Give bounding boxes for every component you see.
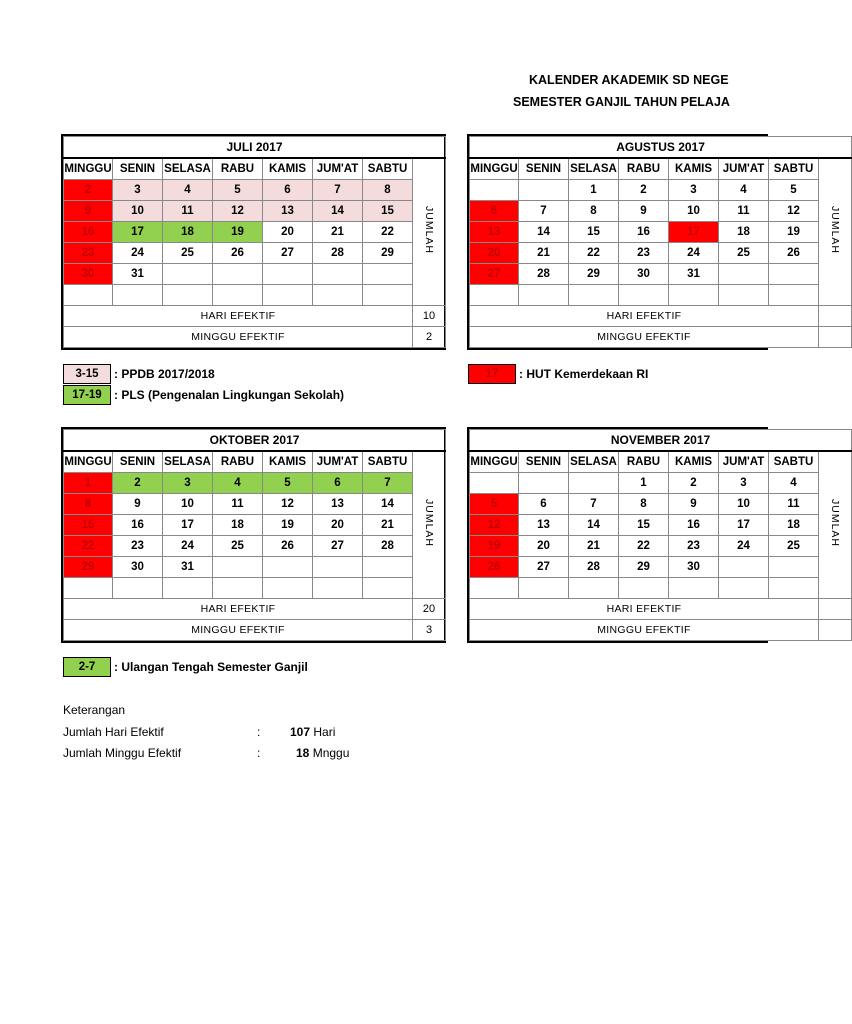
day-cell: 5 [213, 180, 263, 201]
day-cell: 2 [619, 180, 669, 201]
day-cell [213, 578, 263, 599]
day-cell [769, 264, 819, 285]
day-header: SABTU [769, 451, 819, 473]
day-header: SENIN [519, 451, 569, 473]
day-cell [213, 557, 263, 578]
minggu-efektif-value: 3 [413, 620, 446, 641]
day-cell [363, 285, 413, 306]
legend-pls-text: : PLS (Pengenalan Lingkungan Sekolah) [114, 388, 345, 402]
calendar-table [63, 429, 446, 641]
day-cell [64, 285, 113, 306]
minggu-efektif-value: 2 [413, 327, 446, 348]
day-cell [519, 180, 569, 201]
jumlah-label: JUMLAH [423, 499, 436, 548]
day-cell: 19 [769, 222, 819, 243]
day-cell: 10 [163, 494, 213, 515]
day-cell [619, 285, 669, 306]
day-cell: 14 [313, 201, 363, 222]
day-cell: 13 [470, 222, 519, 243]
day-cell: 9 [113, 494, 163, 515]
jumlah-column [819, 158, 852, 306]
day-cell: 7 [519, 201, 569, 222]
day-cell [519, 473, 569, 494]
jumlah-hari-label: Jumlah Hari Efektif [63, 725, 164, 739]
day-header: JUM'AT [719, 451, 769, 473]
day-cell: 7 [569, 494, 619, 515]
day-cell: 31 [113, 264, 163, 285]
day-cell: 19 [213, 222, 263, 243]
day-cell [213, 264, 263, 285]
day-cell: 9 [619, 201, 669, 222]
day-cell: 26 [470, 557, 519, 578]
day-cell [669, 578, 719, 599]
day-cell: 1 [569, 180, 619, 201]
day-header: MINGGU [470, 158, 519, 180]
month-title: JULI 2017 [64, 137, 446, 159]
day-cell: 17 [719, 515, 769, 536]
day-cell: 22 [619, 536, 669, 557]
day-cell: 30 [113, 557, 163, 578]
hari-efektif-value: 20 [413, 599, 446, 620]
jumlah-column [819, 451, 852, 599]
hari-efektif-label: HARI EFEKTIF [470, 306, 819, 327]
jumlah-label: JUMLAH [829, 206, 842, 255]
day-cell: 10 [113, 201, 163, 222]
day-header: SENIN [113, 451, 163, 473]
day-cell [719, 264, 769, 285]
month-title: OKTOBER 2017 [64, 430, 446, 452]
day-header: JUM'AT [719, 158, 769, 180]
day-cell: 31 [163, 557, 213, 578]
day-cell: 28 [313, 243, 363, 264]
day-cell [363, 578, 413, 599]
day-header: SABTU [363, 451, 413, 473]
day-cell: 19 [263, 515, 313, 536]
day-cell [64, 578, 113, 599]
day-cell: 11 [769, 494, 819, 515]
day-header: SELASA [569, 158, 619, 180]
day-cell [719, 557, 769, 578]
legend-hut-swatch: 17 [468, 364, 516, 384]
day-cell: 31 [669, 264, 719, 285]
day-cell: 11 [163, 201, 213, 222]
day-cell [363, 264, 413, 285]
calendar-november [467, 427, 841, 643]
day-cell: 4 [719, 180, 769, 201]
day-cell: 21 [569, 536, 619, 557]
day-cell: 20 [519, 536, 569, 557]
day-cell: 1 [64, 473, 113, 494]
day-cell: 5 [769, 180, 819, 201]
jumlah-label: JUMLAH [829, 499, 841, 548]
day-cell: 14 [363, 494, 413, 515]
minggu-efektif-label: MINGGU EFEKTIF [64, 327, 413, 348]
day-cell: 29 [363, 243, 413, 264]
day-cell [569, 473, 619, 494]
calendar-table [469, 429, 852, 641]
day-cell: 15 [569, 222, 619, 243]
day-cell: 24 [113, 243, 163, 264]
day-cell [213, 285, 263, 306]
day-header: RABU [619, 158, 669, 180]
day-cell: 14 [519, 222, 569, 243]
minggu-efektif-label: MINGGU EFEKTIF [470, 620, 819, 641]
jumlah-label: JUMLAH [423, 206, 436, 255]
day-header: RABU [213, 451, 263, 473]
day-header: KAMIS [669, 158, 719, 180]
day-cell: 13 [313, 494, 363, 515]
day-cell: 20 [263, 222, 313, 243]
hari-efektif-label: HARI EFEKTIF [470, 599, 819, 620]
jumlah-column [413, 451, 446, 599]
day-header: SABTU [363, 158, 413, 180]
day-cell: 16 [64, 222, 113, 243]
day-cell: 23 [113, 536, 163, 557]
keterangan-heading: Keterangan [63, 703, 126, 717]
day-cell [313, 578, 363, 599]
day-cell [363, 557, 413, 578]
minggu-efektif-value [819, 327, 852, 348]
day-cell [669, 285, 719, 306]
day-cell [113, 285, 163, 306]
day-cell: 3 [669, 180, 719, 201]
day-cell [163, 578, 213, 599]
day-cell: 5 [470, 494, 519, 515]
calendar-table [469, 136, 852, 348]
day-cell [470, 578, 519, 599]
day-cell [719, 285, 769, 306]
day-cell: 4 [163, 180, 213, 201]
day-cell: 14 [569, 515, 619, 536]
day-cell: 6 [470, 201, 519, 222]
minggu-efektif-label: MINGGU EFEKTIF [64, 620, 413, 641]
day-cell: 29 [569, 264, 619, 285]
day-cell: 26 [213, 243, 263, 264]
jumlah-minggu-label: Jumlah Minggu Efektif [63, 746, 182, 760]
day-cell: 4 [213, 473, 263, 494]
calendar-table [63, 136, 446, 348]
hari-efektif-value: 10 [413, 306, 446, 327]
day-cell: 24 [163, 536, 213, 557]
day-cell: 18 [719, 222, 769, 243]
day-header: SELASA [569, 451, 619, 473]
month-title: NOVEMBER 2017 [470, 430, 852, 452]
day-cell: 30 [669, 557, 719, 578]
day-cell: 21 [519, 243, 569, 264]
minggu-efektif-label: MINGGU EFEKTIF [470, 327, 819, 348]
day-cell [470, 473, 519, 494]
day-cell: 25 [213, 536, 263, 557]
legend-uts [63, 657, 308, 677]
jumlah-column [413, 158, 446, 306]
day-header: SELASA [163, 451, 213, 473]
day-cell: 22 [569, 243, 619, 264]
jumlah-minggu-value: 18 Mnggu [296, 746, 350, 760]
day-cell [719, 578, 769, 599]
day-cell: 19 [470, 536, 519, 557]
day-cell: 11 [719, 201, 769, 222]
calendar-agustus [467, 134, 842, 350]
day-cell: 27 [519, 557, 569, 578]
day-header: KAMIS [263, 158, 313, 180]
minggu-efektif-value [819, 620, 852, 641]
day-cell: 11 [213, 494, 263, 515]
day-cell: 25 [163, 243, 213, 264]
day-cell: 22 [363, 222, 413, 243]
day-cell: 23 [619, 243, 669, 264]
day-cell: 7 [313, 180, 363, 201]
day-cell [163, 285, 213, 306]
day-cell: 2 [669, 473, 719, 494]
day-cell: 18 [163, 222, 213, 243]
day-cell: 4 [769, 473, 819, 494]
day-header: SELASA [163, 158, 213, 180]
hari-efektif-value [819, 306, 852, 327]
day-cell: 6 [519, 494, 569, 515]
day-cell: 26 [769, 243, 819, 264]
day-cell: 17 [113, 222, 163, 243]
day-cell: 18 [213, 515, 263, 536]
month-title: AGUSTUS 2017 [470, 137, 852, 159]
day-cell [263, 264, 313, 285]
day-header: SENIN [519, 158, 569, 180]
day-cell: 9 [669, 494, 719, 515]
day-header: SABTU [769, 158, 819, 180]
legend-pls [63, 385, 344, 405]
day-cell: 21 [363, 515, 413, 536]
day-cell [519, 285, 569, 306]
day-cell: 8 [619, 494, 669, 515]
day-cell: 23 [64, 243, 113, 264]
day-cell: 13 [519, 515, 569, 536]
day-cell: 28 [519, 264, 569, 285]
day-cell [619, 578, 669, 599]
day-cell: 12 [470, 515, 519, 536]
day-cell: 30 [64, 264, 113, 285]
day-cell: 23 [669, 536, 719, 557]
day-cell: 22 [64, 536, 113, 557]
day-cell: 29 [619, 557, 669, 578]
day-cell: 8 [569, 201, 619, 222]
day-cell: 30 [619, 264, 669, 285]
legend-uts-swatch: 2-7 [63, 657, 111, 677]
day-cell: 15 [619, 515, 669, 536]
jumlah-minggu-colon: : [257, 746, 261, 760]
day-cell: 29 [64, 557, 113, 578]
day-cell: 3 [163, 473, 213, 494]
day-cell: 28 [363, 536, 413, 557]
day-cell: 8 [363, 180, 413, 201]
day-header: RABU [213, 158, 263, 180]
legend-hut-text: : HUT Kemerdekaan RI [519, 367, 649, 381]
day-cell: 24 [719, 536, 769, 557]
day-cell [163, 264, 213, 285]
day-cell [569, 578, 619, 599]
day-cell: 27 [313, 536, 363, 557]
day-cell: 21 [313, 222, 363, 243]
day-cell: 17 [163, 515, 213, 536]
day-cell: 17 [669, 222, 719, 243]
day-cell: 3 [719, 473, 769, 494]
day-header: SENIN [113, 158, 163, 180]
day-cell: 5 [263, 473, 313, 494]
day-cell [263, 557, 313, 578]
jumlah-hari-value: 107 Hari [290, 725, 336, 739]
day-cell: 18 [769, 515, 819, 536]
day-header: MINGGU [64, 451, 113, 473]
jumlah-hari-colon: : [257, 725, 261, 739]
day-header: JUM'AT [313, 158, 363, 180]
day-cell [313, 557, 363, 578]
day-cell [313, 264, 363, 285]
legend-uts-text: : Ulangan Tengah Semester Ganjil [114, 660, 308, 674]
day-cell: 12 [769, 201, 819, 222]
day-cell: 2 [113, 473, 163, 494]
legend-hut [468, 364, 648, 384]
day-cell: 2 [64, 180, 113, 201]
day-cell: 25 [769, 536, 819, 557]
day-cell [263, 285, 313, 306]
day-cell: 13 [263, 201, 313, 222]
day-cell: 10 [669, 201, 719, 222]
day-cell: 10 [719, 494, 769, 515]
hari-efektif-label: HARI EFEKTIF [64, 599, 413, 620]
day-cell: 20 [470, 243, 519, 264]
day-cell [313, 285, 363, 306]
day-header: MINGGU [470, 451, 519, 473]
hari-efektif-label: HARI EFEKTIF [64, 306, 413, 327]
day-header: MINGGU [64, 158, 113, 180]
day-header: KAMIS [263, 451, 313, 473]
day-cell: 27 [263, 243, 313, 264]
day-cell [569, 285, 619, 306]
day-cell: 16 [669, 515, 719, 536]
day-cell: 16 [113, 515, 163, 536]
day-cell: 1 [619, 473, 669, 494]
day-cell: 25 [719, 243, 769, 264]
hari-efektif-value [819, 599, 852, 620]
day-cell: 6 [313, 473, 363, 494]
day-header: JUM'AT [313, 451, 363, 473]
day-cell [113, 578, 163, 599]
day-cell: 12 [213, 201, 263, 222]
legend-pls-swatch: 17-19 [63, 385, 111, 405]
day-header: RABU [619, 451, 669, 473]
day-cell: 12 [263, 494, 313, 515]
day-cell [470, 180, 519, 201]
day-cell: 8 [64, 494, 113, 515]
day-cell: 15 [363, 201, 413, 222]
calendar-oktober [61, 427, 446, 643]
day-cell [470, 285, 519, 306]
day-cell [519, 578, 569, 599]
day-cell: 20 [313, 515, 363, 536]
day-cell: 24 [669, 243, 719, 264]
day-cell: 15 [64, 515, 113, 536]
legend-ppdb [63, 364, 215, 384]
legend-ppdb-text: : PPDB 2017/2018 [114, 367, 215, 381]
calendar-juli [61, 134, 446, 350]
day-cell: 28 [569, 557, 619, 578]
legend-ppdb-swatch: 3-15 [63, 364, 111, 384]
day-header: KAMIS [669, 451, 719, 473]
day-cell: 16 [619, 222, 669, 243]
day-cell [263, 578, 313, 599]
day-cell: 7 [363, 473, 413, 494]
day-cell: 26 [263, 536, 313, 557]
day-cell: 3 [113, 180, 163, 201]
day-cell: 6 [263, 180, 313, 201]
day-cell [769, 557, 819, 578]
day-cell [769, 578, 819, 599]
day-cell [769, 285, 819, 306]
day-cell: 9 [64, 201, 113, 222]
day-cell: 27 [470, 264, 519, 285]
